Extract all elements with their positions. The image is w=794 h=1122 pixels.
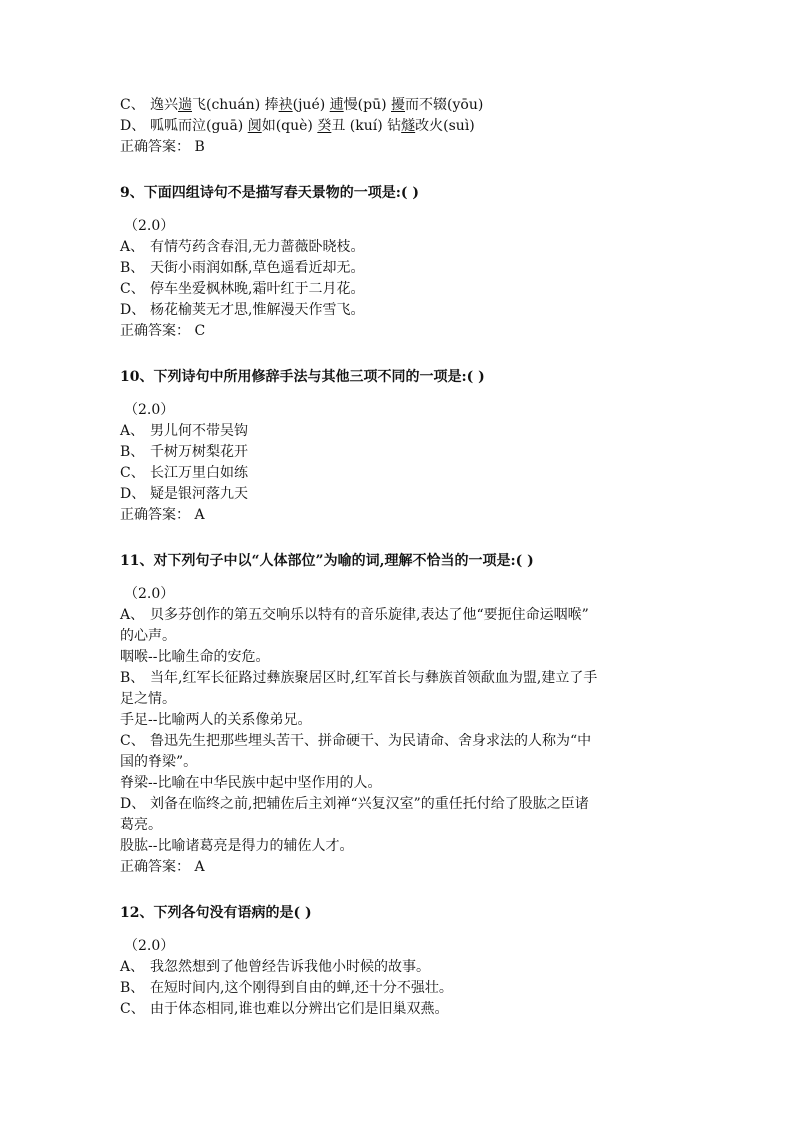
option-c: C、 鲁迅先生把那些埋头苦干、拼命硬干、为民请命、舍身求法的人称为“中 xyxy=(120,733,592,749)
option-d: D、 疑是银河落九天 xyxy=(120,486,248,502)
option-b: B、 千树万树梨花开 xyxy=(120,444,248,460)
option-d-continued: 葛亮。 xyxy=(120,817,162,833)
option-a-continued: 的心声。 xyxy=(120,628,176,644)
option-a: A、 贝多芬创作的第五交响乐以特有的音乐旋律,表达了他“要扼住命运咽喉” xyxy=(120,607,589,623)
question-score: （2.0） xyxy=(124,402,175,418)
question-title: 10、下列诗句中所用修辞手法与其他三项不同的一项是:( ) xyxy=(120,369,485,385)
option-c-explanation: 脊梁--比喻在中华民族中起中坚作用的人。 xyxy=(120,775,382,791)
option-text: 逸兴遄飞(chuán) 捧袂(jué) 逋慢(pū) 擾而不辍(yōu) xyxy=(150,97,484,113)
content-area xyxy=(120,95,720,1020)
question-answer: 正确答案： A xyxy=(120,507,205,523)
question-score: （2.0） xyxy=(124,586,175,602)
question-score: （2.0） xyxy=(124,938,175,954)
option-b: B、 当年,红军长征路过彝族聚居区时,红军首长与彝族首领歃血为盟,建立了手 xyxy=(120,670,598,686)
option-a-explanation: 咽喉--比喻生命的安危。 xyxy=(120,649,270,665)
q8-answer: 正确答案： B xyxy=(120,139,205,155)
option-b: B、 在短时间内,这个刚得到自由的蝉,还十分不强壮。 xyxy=(120,980,453,996)
question-title: 11、对下列句子中以“人体部位”为喻的词,理解不恰当的一项是:( ) xyxy=(120,553,534,569)
option-d: D、 刘备在临终之前,把辅佐后主刘禅“兴复汉室”的重任托付给了股肱之臣诸 xyxy=(120,796,589,812)
option-c: C、 由于体态相同,谁也难以分辨出它们是旧巢双燕。 xyxy=(120,1001,449,1017)
option-label: D、 xyxy=(120,118,146,134)
question-answer: 正确答案： A xyxy=(120,859,205,875)
option-c-continued: 国的脊梁”。 xyxy=(120,754,198,770)
option-a: A、 我忽然想到了他曾经告诉我他小时候的故事。 xyxy=(120,959,430,975)
question-title: 9、下面四组诗句不是描写春天景物的一项是:( ) xyxy=(120,185,420,201)
option-a: A、 男儿何不带吴钩 xyxy=(120,423,248,439)
option-c: C、 长江万里白如练 xyxy=(120,465,248,481)
q8-option-c xyxy=(120,95,720,116)
option-d-explanation: 股肱--比喻诸葛亮是得力的辅佐人才。 xyxy=(120,838,354,854)
option-label: C、 xyxy=(120,97,145,113)
option-a: A、 有情芍药含春泪,无力蔷薇卧晓枝。 xyxy=(120,239,365,255)
option-c: C、 停车坐爱枫林晚,霜叶红于二月花。 xyxy=(120,281,365,297)
question-answer: 正确答案： C xyxy=(120,323,206,339)
option-b-continued: 足之情。 xyxy=(120,691,176,707)
q8-option-d xyxy=(120,116,720,137)
option-text: 呱呱而泣(guā) 阒如(què) 癸丑 (kuí) 钻燧改火(suì) xyxy=(150,118,475,134)
question-title: 12、下列各句没有语病的是( ) xyxy=(120,905,312,921)
question-score: （2.0） xyxy=(124,218,175,234)
option-b: B、 天街小雨润如酥,草色遥看近却无。 xyxy=(120,260,365,276)
option-d: D、 杨花榆荚无才思,惟解漫天作雪飞。 xyxy=(120,302,365,318)
option-b-explanation: 手足--比喻两人的关系像弟兄。 xyxy=(120,712,312,728)
